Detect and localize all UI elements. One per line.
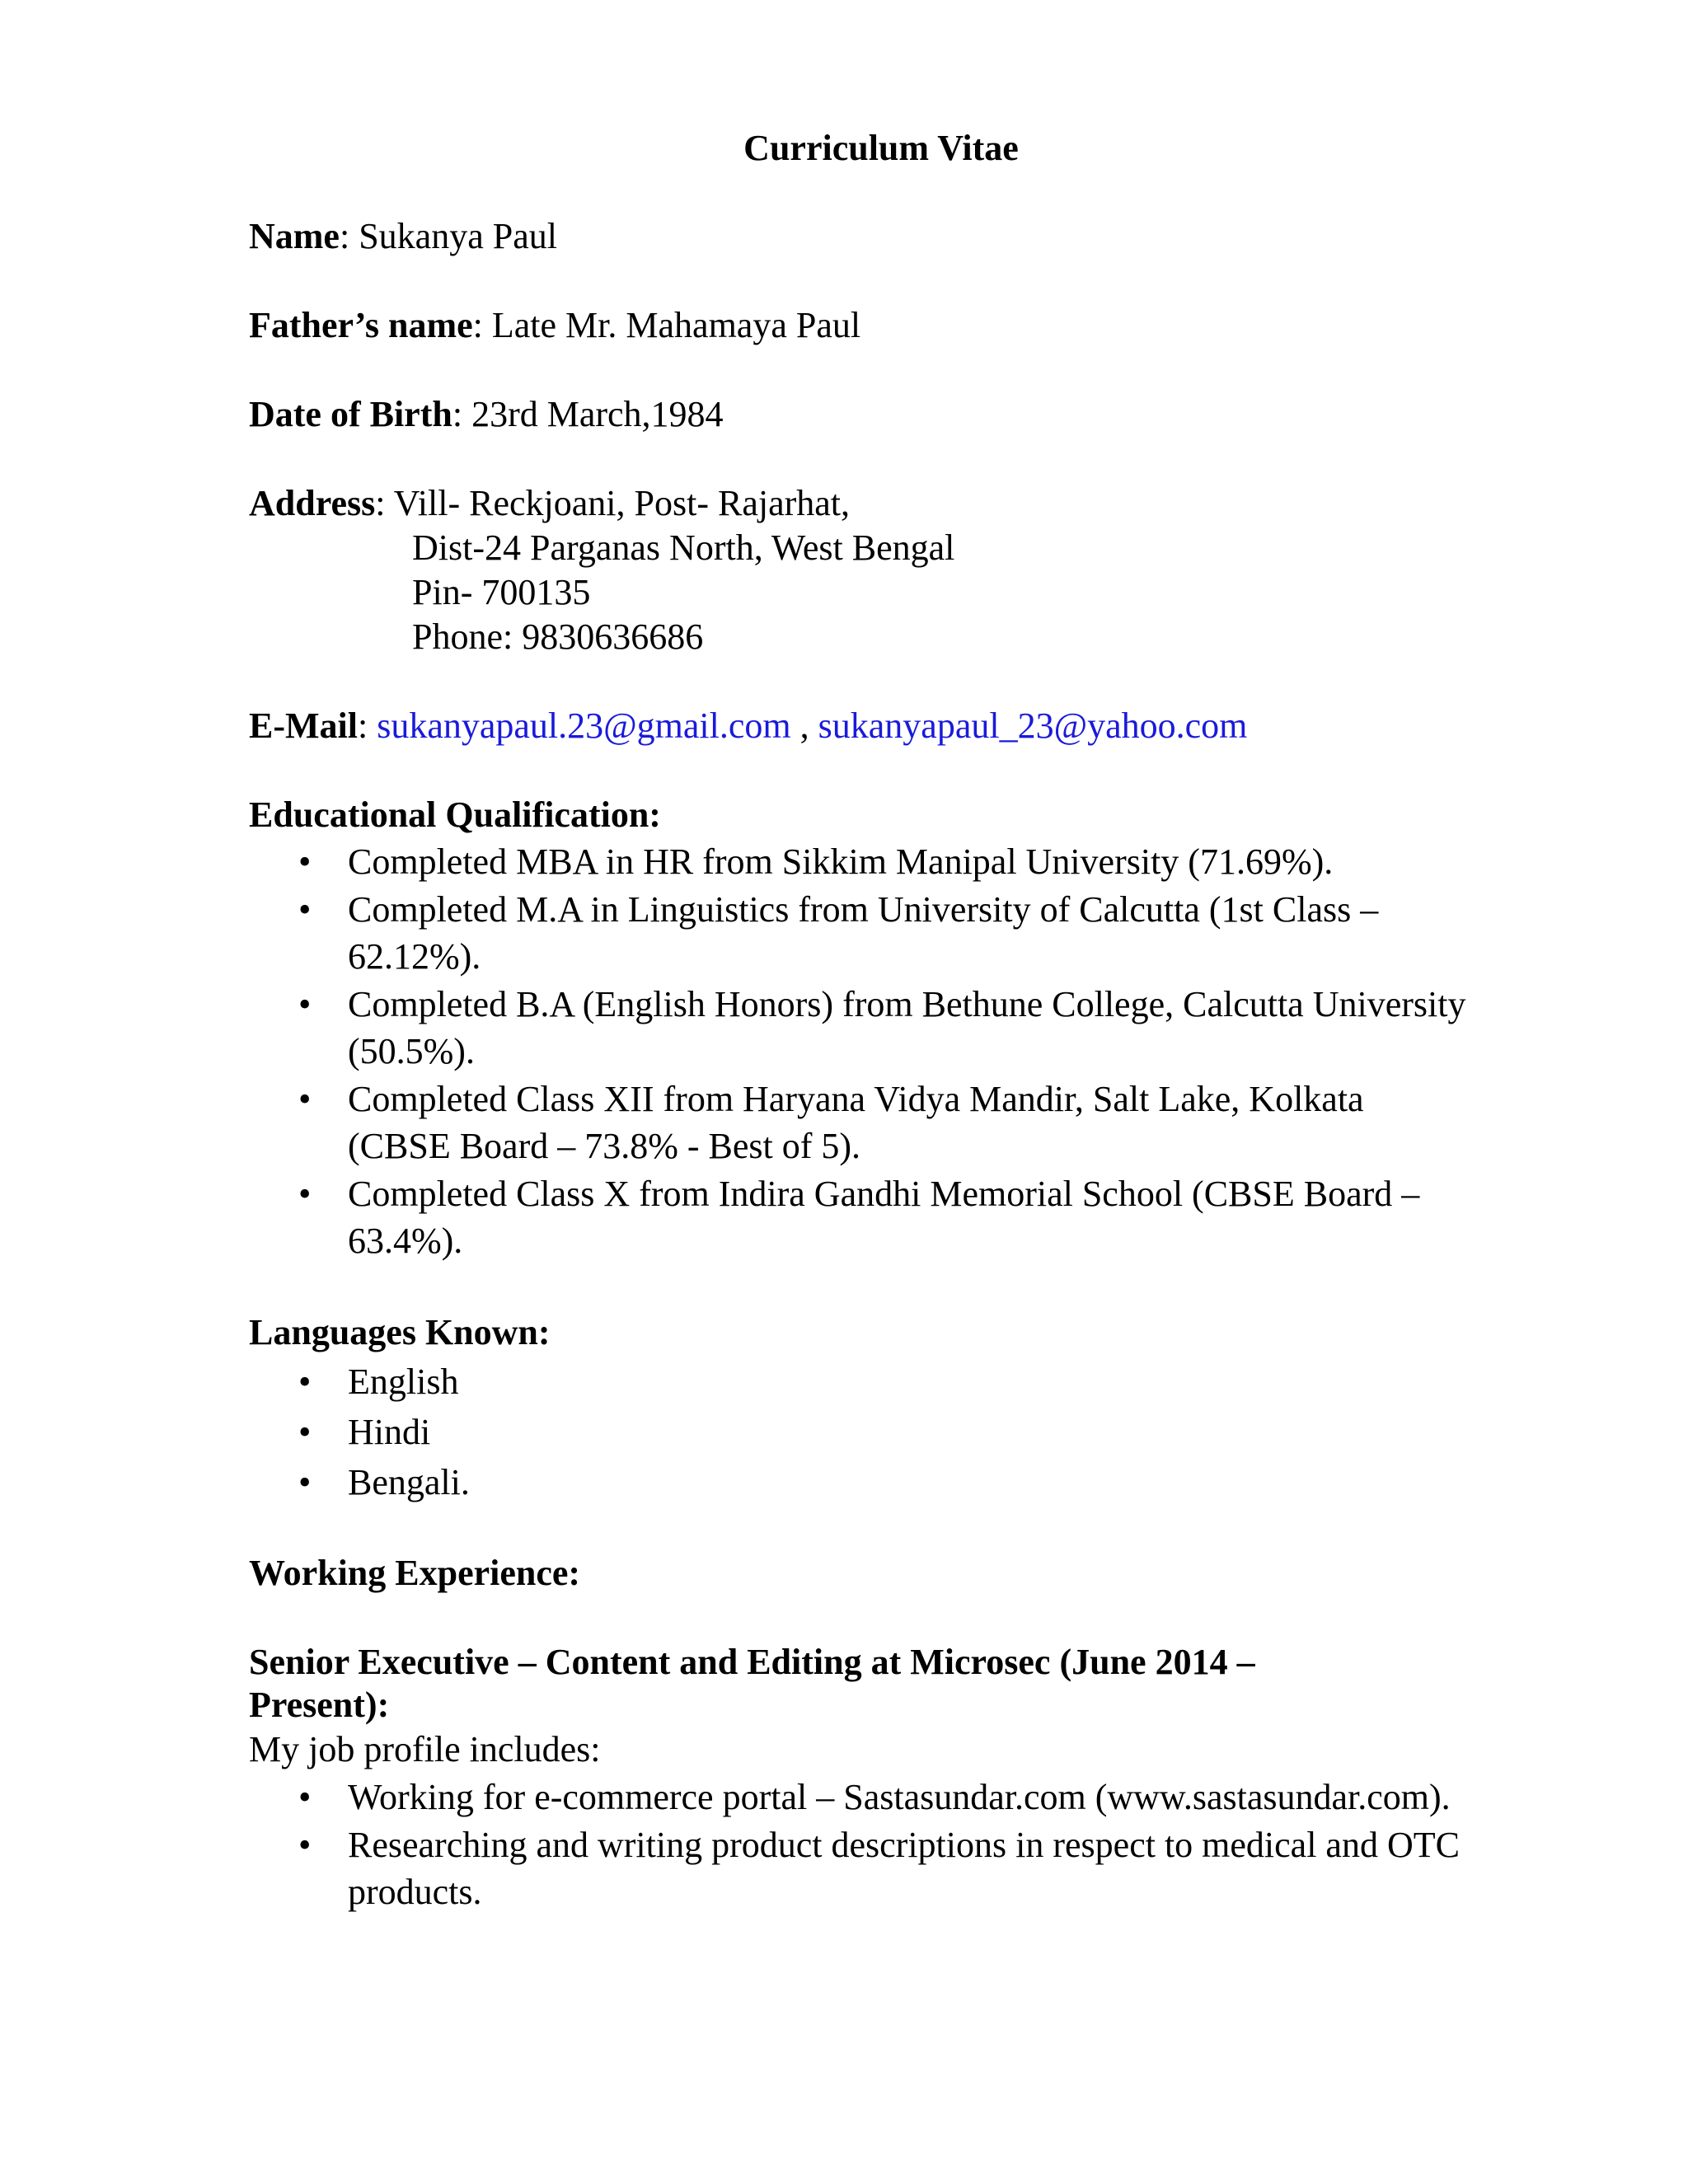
date-of-birth-label: Date of Birth	[249, 394, 452, 434]
bullet-icon: •	[298, 888, 312, 930]
list-item	[249, 981, 1469, 1076]
address-phone: Phone: 9830636686	[412, 616, 704, 657]
document-title: Curriculum Vitae	[743, 128, 1019, 168]
job-title-line-1: Senior Executive – Content and Editing at Microsec (June 2014 –	[249, 1642, 1255, 1682]
list-item	[249, 1774, 1469, 1821]
father-name-row	[249, 302, 860, 349]
education-list	[249, 838, 1469, 1265]
email-label: E-Mail	[249, 705, 358, 746]
email-link-gmail[interactable]: sukanyapaul.23@gmail.com	[377, 705, 791, 746]
list-item	[249, 886, 1469, 981]
bullet-icon: •	[298, 1361, 312, 1402]
job-title-line-2: Present):	[249, 1685, 390, 1725]
address-row	[249, 480, 850, 527]
bullet-icon: •	[298, 1412, 312, 1452]
father-name-label: Father’s name	[249, 305, 473, 345]
job-profile-intro: My job profile includes:	[249, 1729, 601, 1769]
list-item	[249, 1076, 1469, 1170]
address-line-1: : Vill- Reckjoani, Post- Rajarhat,	[375, 483, 851, 523]
father-name-value: : Late Mr. Mahamaya Paul	[472, 305, 861, 345]
list-item	[249, 838, 1469, 886]
language-item-text: Bengali.	[348, 1462, 470, 1502]
name-row	[249, 213, 557, 260]
bullet-icon: •	[298, 1078, 312, 1119]
language-item-text: English	[348, 1361, 459, 1402]
address-line-2: Dist-24 Parganas North, West Bengal	[412, 527, 955, 568]
list-item	[249, 1821, 1469, 1916]
list-item	[249, 1170, 1469, 1265]
date-of-birth-row	[249, 391, 724, 438]
job-duty-text: Researching and writing product descriptions in respect to medical and OTC products.	[348, 1824, 1460, 1912]
email-comma: ,	[790, 705, 818, 746]
list-item	[249, 1457, 1469, 1507]
name-label: Name	[249, 216, 340, 256]
bullet-icon: •	[298, 1777, 312, 1817]
job-duty-text: Working for e-commerce portal – Sastasundar.com (www.sastasundar.com).	[348, 1777, 1451, 1817]
language-item-text: Hindi	[348, 1412, 431, 1452]
name-value: : Sukanya Paul	[339, 216, 557, 256]
date-of-birth-value: : 23rd March,1984	[452, 394, 724, 434]
education-item-text: Completed Class XII from Haryana Vidya Mandir, Salt Lake, Kolkata (CBSE Board – 73.8% - Best of 5).	[348, 1078, 1364, 1166]
bullet-icon: •	[298, 1173, 312, 1214]
languages-list	[249, 1357, 1469, 1507]
email-link-yahoo[interactable]: sukanyapaul_23@yahoo.com	[818, 705, 1248, 746]
email-separator: :	[357, 705, 377, 746]
bullet-icon: •	[298, 1462, 312, 1502]
address-line-3: Pin- 700135	[412, 572, 591, 612]
education-heading: Educational Qualification:	[249, 794, 661, 835]
address-label: Address	[249, 483, 376, 523]
experience-heading: Working Experience:	[249, 1553, 581, 1593]
email-row	[249, 702, 1247, 749]
job-duties-list	[249, 1774, 1469, 1916]
education-item-text: Completed MBA in HR from Sikkim Manipal University (71.69%).	[348, 841, 1334, 882]
languages-heading: Languages Known:	[249, 1312, 551, 1352]
education-item-text: Completed Class X from Indira Gandhi Memorial School (CBSE Board – 63.4%).	[348, 1173, 1420, 1261]
list-item	[249, 1407, 1469, 1457]
bullet-icon: •	[298, 1824, 312, 1865]
bullet-icon: •	[298, 983, 312, 1024]
bullet-icon: •	[298, 841, 312, 882]
education-item-text: Completed B.A (English Honors) from Bethune College, Calcutta University (50.5%).	[348, 983, 1466, 1071]
list-item	[249, 1357, 1469, 1407]
education-item-text: Completed M.A in Linguistics from University of Calcutta (1st Class – 62.12%).	[348, 888, 1379, 977]
